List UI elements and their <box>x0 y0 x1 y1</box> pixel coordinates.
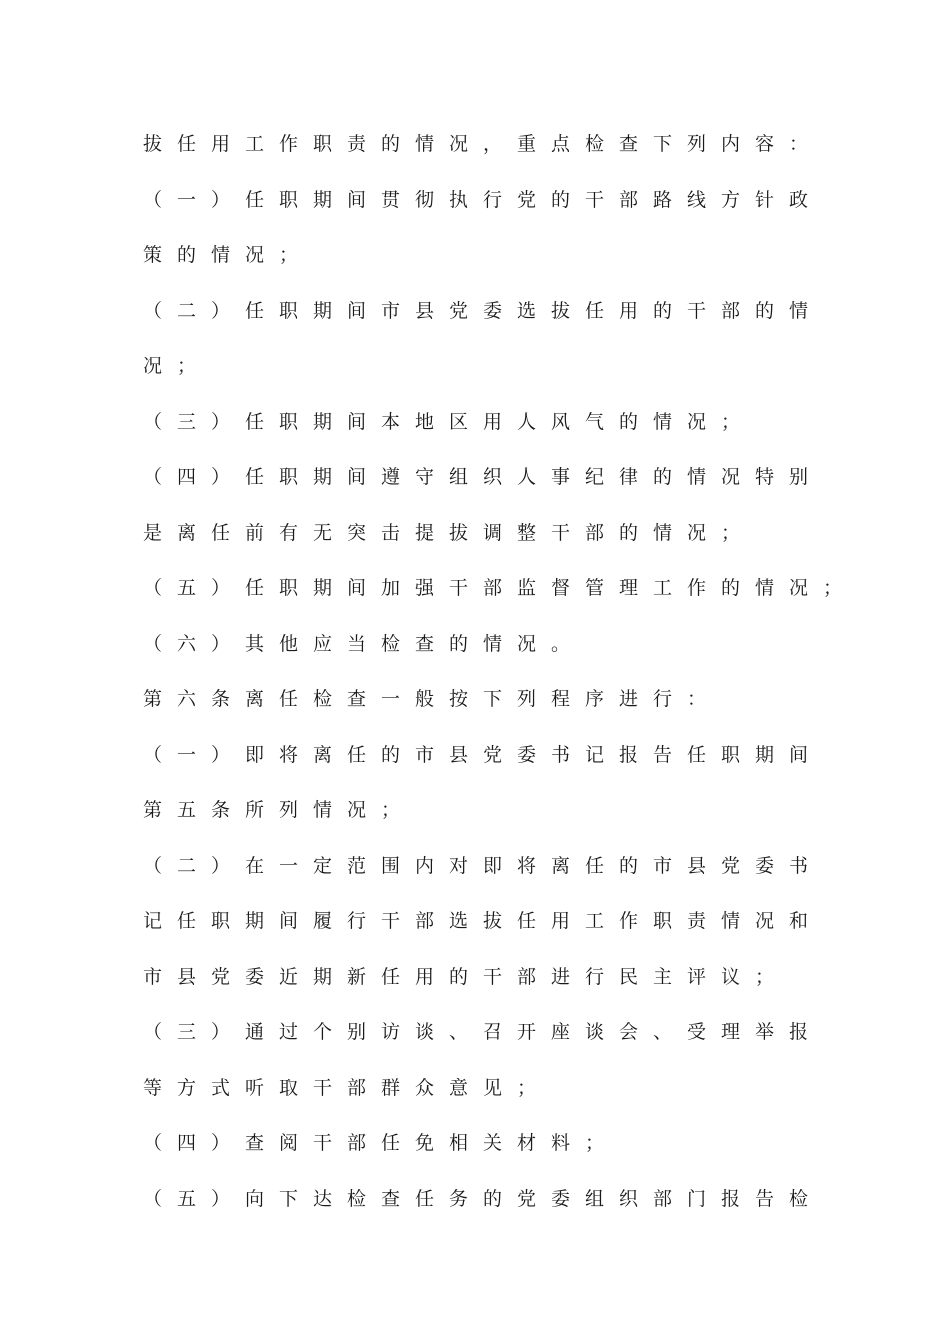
text-line: 况； <box>143 355 212 377</box>
text-line: 第五条所列情况； <box>143 799 416 821</box>
text-line: （五）向下达检查任务的党委组织部门报告检 <box>143 1187 824 1210</box>
text-line: 记任职期间履行干部选拔任用工作职责情况和 <box>143 910 824 932</box>
text-line: （二）在一定范围内对即将离任的市县党委书 <box>143 854 824 877</box>
text-line: （二）任职期间市县党委选拔任用的干部的情 <box>143 299 824 322</box>
text-line: 策的情况； <box>143 244 314 266</box>
text-line: （四）查阅干部任免相关材料； <box>143 1132 620 1154</box>
text-line: （四）任职期间遵守组织人事纪律的情况特别 <box>143 466 824 488</box>
text-line: （三）任职期间本地区用人风气的情况； <box>143 410 756 433</box>
text-line: 等方式听取干部群众意见； <box>143 1076 552 1099</box>
text-line: 市县党委近期新任用的干部进行民主评议； <box>143 965 790 988</box>
text-line: 是离任前有无突击提拔调整干部的情况； <box>143 521 756 544</box>
text-line: （六）其他应当检查的情况。 <box>143 632 586 655</box>
text-line: （五）任职期间加强干部监督管理工作的情况； <box>143 577 858 599</box>
text-line: （一）任职期间贯彻执行党的干部路线方针政 <box>143 188 824 211</box>
text-line: （三）通过个别访谈、召开座谈会、受理举报 <box>143 1021 824 1043</box>
text-line: （一）即将离任的市县党委书记报告任职期间 <box>143 743 824 766</box>
text-line: 拔任用工作职责的情况，重点检查下列内容： <box>143 133 824 155</box>
document-body <box>143 128 858 1238</box>
article-heading-line: 第六条离任检查一般按下列程序进行： <box>143 688 722 710</box>
